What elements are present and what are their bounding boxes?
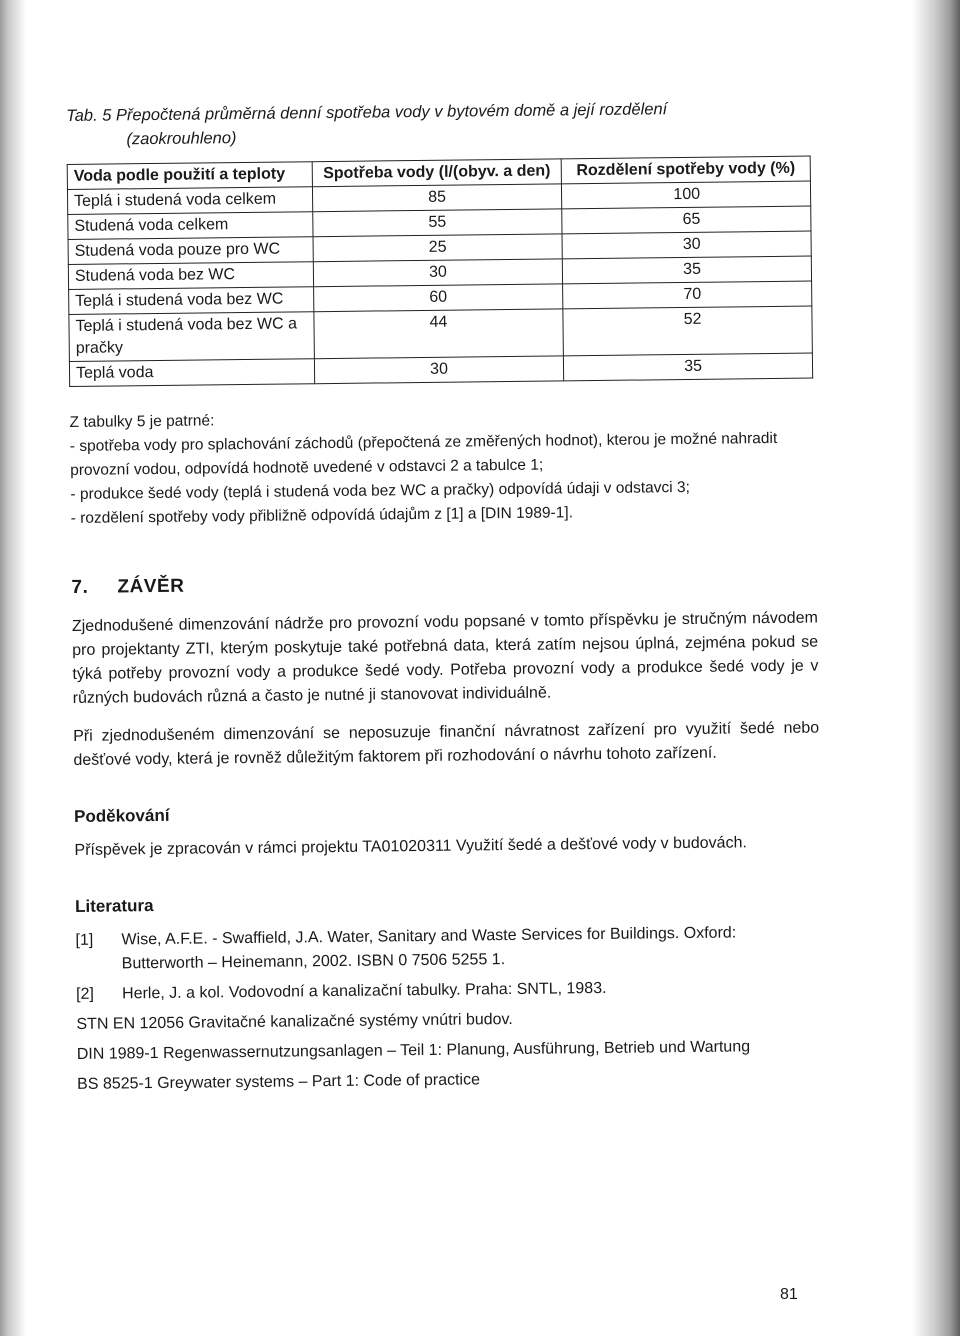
- notes-item: - rozdělení spotřeby vody přibližně odpovídá údajům z [1] a [DIN 1989-1].: [70, 504, 574, 527]
- section-title: ZÁVĚR: [117, 575, 185, 598]
- cell-consumption: 44: [314, 309, 564, 359]
- reference-number: [1]: [75, 931, 94, 949]
- notes-item: - produkce šedé vody (teplá i studená voda bez WC a pračky) odpovídá údaji v odstavci 3;: [70, 478, 690, 503]
- cell-consumption: 85: [312, 184, 561, 212]
- cell-usage: Studená voda celkem: [68, 212, 313, 240]
- scan-edge-right: [912, 0, 960, 1336]
- caption-label: Tab. 5: [66, 106, 112, 125]
- cell-consumption: 30: [314, 356, 563, 384]
- conclusion-paragraph: Při zjednodušeném dimenzování se neposuzuje finanční návratnost zařízení pro využití šedé nebo dešťové vody, která je rovněž důležitým faktorem při rozhodování o návrhu tohoto zařízení.: [73, 719, 820, 769]
- cell-consumption: 60: [314, 284, 563, 312]
- cell-usage: Studená voda pouze pro WC: [68, 237, 313, 265]
- acknowledgement-heading: Poděkování: [73, 805, 170, 826]
- reference-text: Wise, A.F.E. - Swaffield, J.A. Water, Sanitary and Waste Services for Buildings. Oxford: Butterworth – Heinemann, 2002. ISBN 0 7506 5255 1.: [121, 924, 737, 973]
- water-consumption-table: [67, 156, 813, 387]
- table-row: [69, 306, 812, 361]
- cell-distribution: 35: [563, 353, 812, 381]
- literature-heading: Literatura: [74, 896, 154, 916]
- cell-distribution: 65: [562, 206, 811, 234]
- cell-usage: Teplá i studená voda bez WC: [69, 287, 314, 315]
- cell-consumption: 30: [313, 259, 562, 287]
- caption-subtitle: (zaokrouhleno): [126, 129, 237, 149]
- reference-item: STN EN 12056 Gravitačné kanalizačné systémy vnútri budov.: [76, 1010, 513, 1033]
- cell-usage: Teplá i studená voda bez WC a pračky: [69, 312, 315, 362]
- caption-title: Přepočtená průměrná denní spotřeba vody v bytovém domě a její rozdělení: [115, 100, 668, 125]
- header-usage: Voda podle použití a teploty: [67, 162, 312, 190]
- cell-consumption: 55: [313, 209, 562, 237]
- cell-distribution: 52: [563, 306, 813, 356]
- conclusion-paragraph: Zjednodušené dimenzování nádrže pro provozní vodu popsané v tomto příspěvku je stručným návodem pro projektanty ZTI, kterým poskytuje také potřebná data, která zatím nejsou úplná, zejména pokud se týká potřeby provozní vody a produkce šedé vody. Potřeba provozní vody a produkce šedé vody je v různých budovách různá a často je nutné ji stanovovat individuálně.: [71, 609, 819, 707]
- cell-distribution: 30: [562, 231, 811, 259]
- section-heading: [71, 569, 817, 599]
- cell-distribution: 70: [563, 281, 812, 309]
- cell-usage: Studená voda bez WC: [68, 262, 313, 290]
- cell-distribution: 35: [562, 256, 811, 284]
- table-caption: [66, 96, 812, 152]
- scan-edge-left: [0, 0, 26, 1336]
- cell-usage: Teplá voda: [69, 359, 314, 387]
- acknowledgement-text: Příspěvek je zpracován v rámci projektu TA01020311 Využití šedé a dešťové vody v budovách.: [74, 834, 747, 859]
- notes-item: - spotřeba vody pro splachování záchodů (přepočtená ze změřených hodnot), kterou je možné nahradit provozní vodou, odpovídá hodnotě uvedené v odstavci 2 a tabulce 1;: [69, 429, 778, 479]
- reference-item: DIN 1989-1 Regenwassernutzungsanlagen – Teil 1: Planung, Ausführung, Betrieb und Wartung: [76, 1038, 751, 1063]
- header-consumption: Spotřeba vody (l/(obyv. a den): [312, 159, 561, 187]
- cell-consumption: 25: [313, 234, 562, 262]
- reference-item: [75, 920, 821, 976]
- reference-text: Herle, J. a kol. Vodovodní a kanalizační tabulky. Praha: SNTL, 1983.: [122, 979, 607, 1003]
- document-page: [66, 96, 823, 1103]
- reference-item: BS 8525-1 Greywater systems – Part 1: Code of practice: [77, 1071, 481, 1093]
- section-number: 7.: [71, 576, 89, 598]
- table-notes: [69, 403, 816, 531]
- cell-usage: Teplá i studená voda celkem: [67, 187, 312, 215]
- reference-list: [75, 920, 823, 1096]
- cell-distribution: 100: [561, 181, 810, 209]
- page-number: 81: [780, 1286, 798, 1303]
- reference-item: [76, 974, 822, 1006]
- reference-number: [2]: [76, 985, 94, 1003]
- notes-intro: Z tabulky 5 je patrné:: [69, 412, 215, 431]
- header-distribution: Rozdělení spotřeby vody (%): [561, 156, 810, 184]
